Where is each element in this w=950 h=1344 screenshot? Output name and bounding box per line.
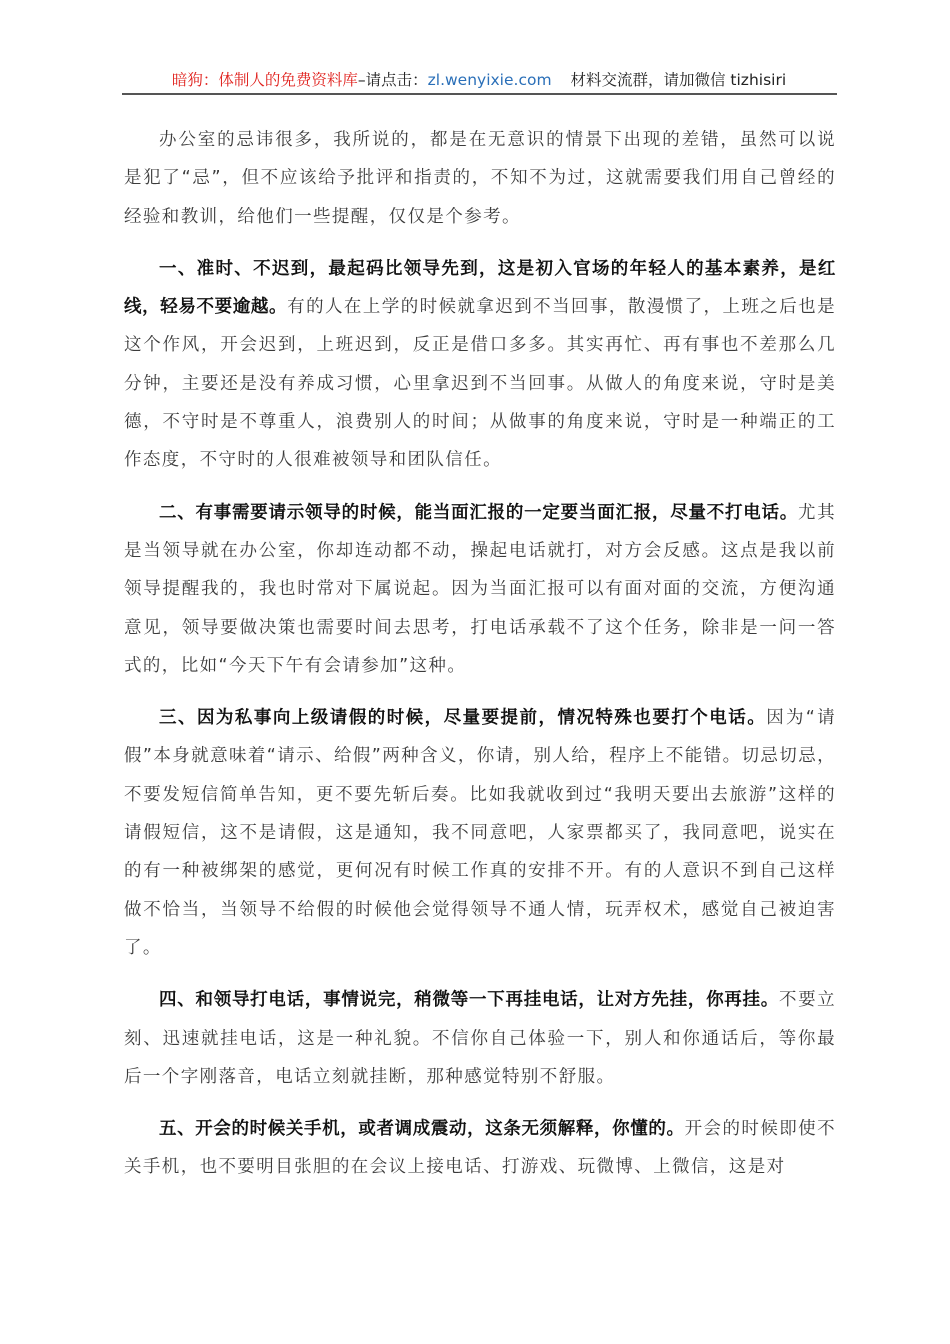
header-brand: 暗狗：体制人的免费资料库 [171,71,358,89]
paragraph-lead: 三、因为私事向上级请假的时候，尽量要提前，情况特殊也要打个电话。 [159,708,767,729]
paragraph-lead: 一、准时、不迟到，最起码比领导先到，这是初入官场的年轻人的基本素养，是红线，轻易不要逾越。 [124,258,836,318]
header-click-prompt: –请点击： [357,71,428,89]
paragraph-intro [124,121,836,236]
paragraph-2 [124,494,836,685]
page-header [122,68,836,92]
document-body [124,121,836,1201]
paragraph-lead: 五、开会的时候关手机，或者调成震动，这条无须解释，你懂的。 [159,1119,685,1140]
paragraph-4 [124,981,836,1096]
paragraph-text: 开会的时候即使不关手机，也不要明目张胆的在会议上接电话、打游戏、玩微博、上微信，这是对 [124,1119,836,1178]
paragraph-5 [124,1110,836,1187]
paragraph-1 [124,250,836,480]
paragraph-lead: 四、和领导打电话，事情说完，稍微等一下再挂电话，让对方先挂，你再挂。 [159,990,780,1011]
header-wechat-note: 材料交流群，请加微信 tizhisiri [570,71,787,89]
paragraph-text: 不要立刻、迅速就挂电话，这是一种礼貌。不信你自己体验一下，别人和你通话后，等你最后一个字刚落音，电话立刻就挂断，那种感觉特别不舒服。 [124,990,837,1087]
paragraph-text: 办公室的忌讳很多，我所说的，都是在无意识的情景下出现的差错，虽然可以说是犯了“忌”，但不应该给予批评和指责的，不知不为过，这就需要我们用自己曾经的经验和教训，给他们一些提醒，仅仅是个参考。 [124,130,836,227]
paragraph-3 [124,699,836,967]
paragraph-text: 尤其是当领导就在办公室，你却连动都不动，操起电话就打，对方会反感。这点是我以前领导提醒我的，我也时常对下属说起。因为当面汇报可以有面对面的交流，方便沟通意见，领导要做决策也需要时间去思考，打电话承载不了这个任务，除非是一问一答式的，比如“今天下午有会请参加”这种。 [124,502,836,676]
paragraph-lead: 二、有事需要请示领导的时候，能当面汇报的一定要当面汇报，尽量不打电话。 [159,502,799,523]
paragraph-text: 因为“请假”本身就意味着“请示、给假”两种含义，你请，别人给，程序上不能错。切忌切忌，不要发短信简单告知，更不要先斩后奏。比如我就收到过“我明天要出去旅游”这样的请假短信，这不是请假，这是通知，我不同意吧，人家票都买了，我同意吧，说实在的有一种被绑架的感觉，更何况有时候工作真的安排不开。有的人意识不到自己这样做不恰当，当领导不给假的时候他会觉得领导不通人情，玩弄权术，感觉自己被迫害了。 [124,708,836,958]
header-divider [122,93,837,95]
header-link[interactable]: zl.wenyixie.com [427,71,552,89]
paragraph-text: 有的人在上学的时候就拿迟到不当回事，散漫惯了，上班之后也是这个作风，开会迟到，上班迟到，反正是借口多多。其实再忙、再有事也不差那么几分钟，主要还是没有养成习惯，心里拿迟到不当回事。从做人的角度来说，守时是美德，不守时是不尊重人，浪费别人的时间；从做事的角度来说，守时是一种端正的工作态度，不守时的人很难被领导和团队信任。 [124,297,836,471]
